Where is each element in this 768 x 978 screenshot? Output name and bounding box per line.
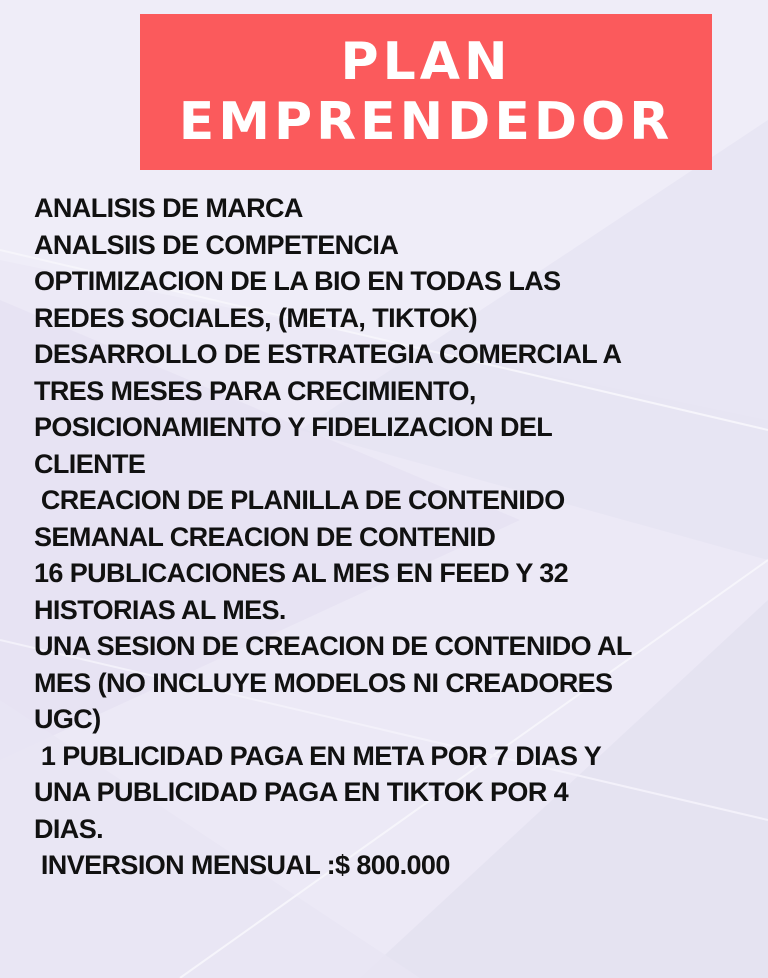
feature-line: HISTORIAS AL MES. — [34, 594, 286, 625]
plan-features-list — [34, 190, 754, 884]
feature-line: DESARROLLO DE ESTRATEGIA COMERCIAL A — [34, 339, 622, 369]
feature-line: DIAS. — [34, 813, 104, 844]
feature-line: 16 PUBLICACIONES AL MES EN FEED Y 32 — [34, 558, 569, 588]
feature-line: 1 PUBLICIDAD PAGA EN META POR 7 DIAS Y — [34, 740, 602, 771]
feature-line: POSICIONAMIENTO Y FIDELIZACION DEL — [34, 412, 553, 442]
feature-line: CLIENTE — [34, 448, 146, 479]
feature-line: OPTIMIZACION DE LA BIO EN TODAS LAS — [34, 266, 561, 296]
title-banner — [140, 14, 712, 170]
feature-line: TRES MESES PARA CRECIMIENTO, — [34, 375, 476, 406]
feature-line: SEMANAL CREACION DE CONTENID — [34, 521, 496, 552]
feature-line: INVERSION MENSUAL :$ 800.000 — [34, 850, 450, 880]
feature-line: REDES SOCIALES, (META, TIKTOK) — [34, 302, 478, 333]
feature-line: UNA SESION DE CREACION DE CONTENIDO AL — [34, 631, 632, 661]
feature-line: ANALSIIS DE COMPETENCIA — [34, 229, 399, 260]
feature-line: CREACION DE PLANILLA DE CONTENIDO — [34, 485, 565, 515]
feature-line: MES (NO INCLUYE MODELOS NI CREADORES — [34, 667, 613, 698]
title-line-emprendedor: EMPRENDEDOR — [178, 92, 674, 152]
feature-line: UGC) — [34, 704, 101, 734]
title-line-plan: PLAN — [340, 32, 512, 92]
feature-line: ANALISIS DE MARCA — [34, 193, 303, 223]
feature-line: UNA PUBLICIDAD PAGA EN TIKTOK POR 4 — [34, 777, 569, 807]
